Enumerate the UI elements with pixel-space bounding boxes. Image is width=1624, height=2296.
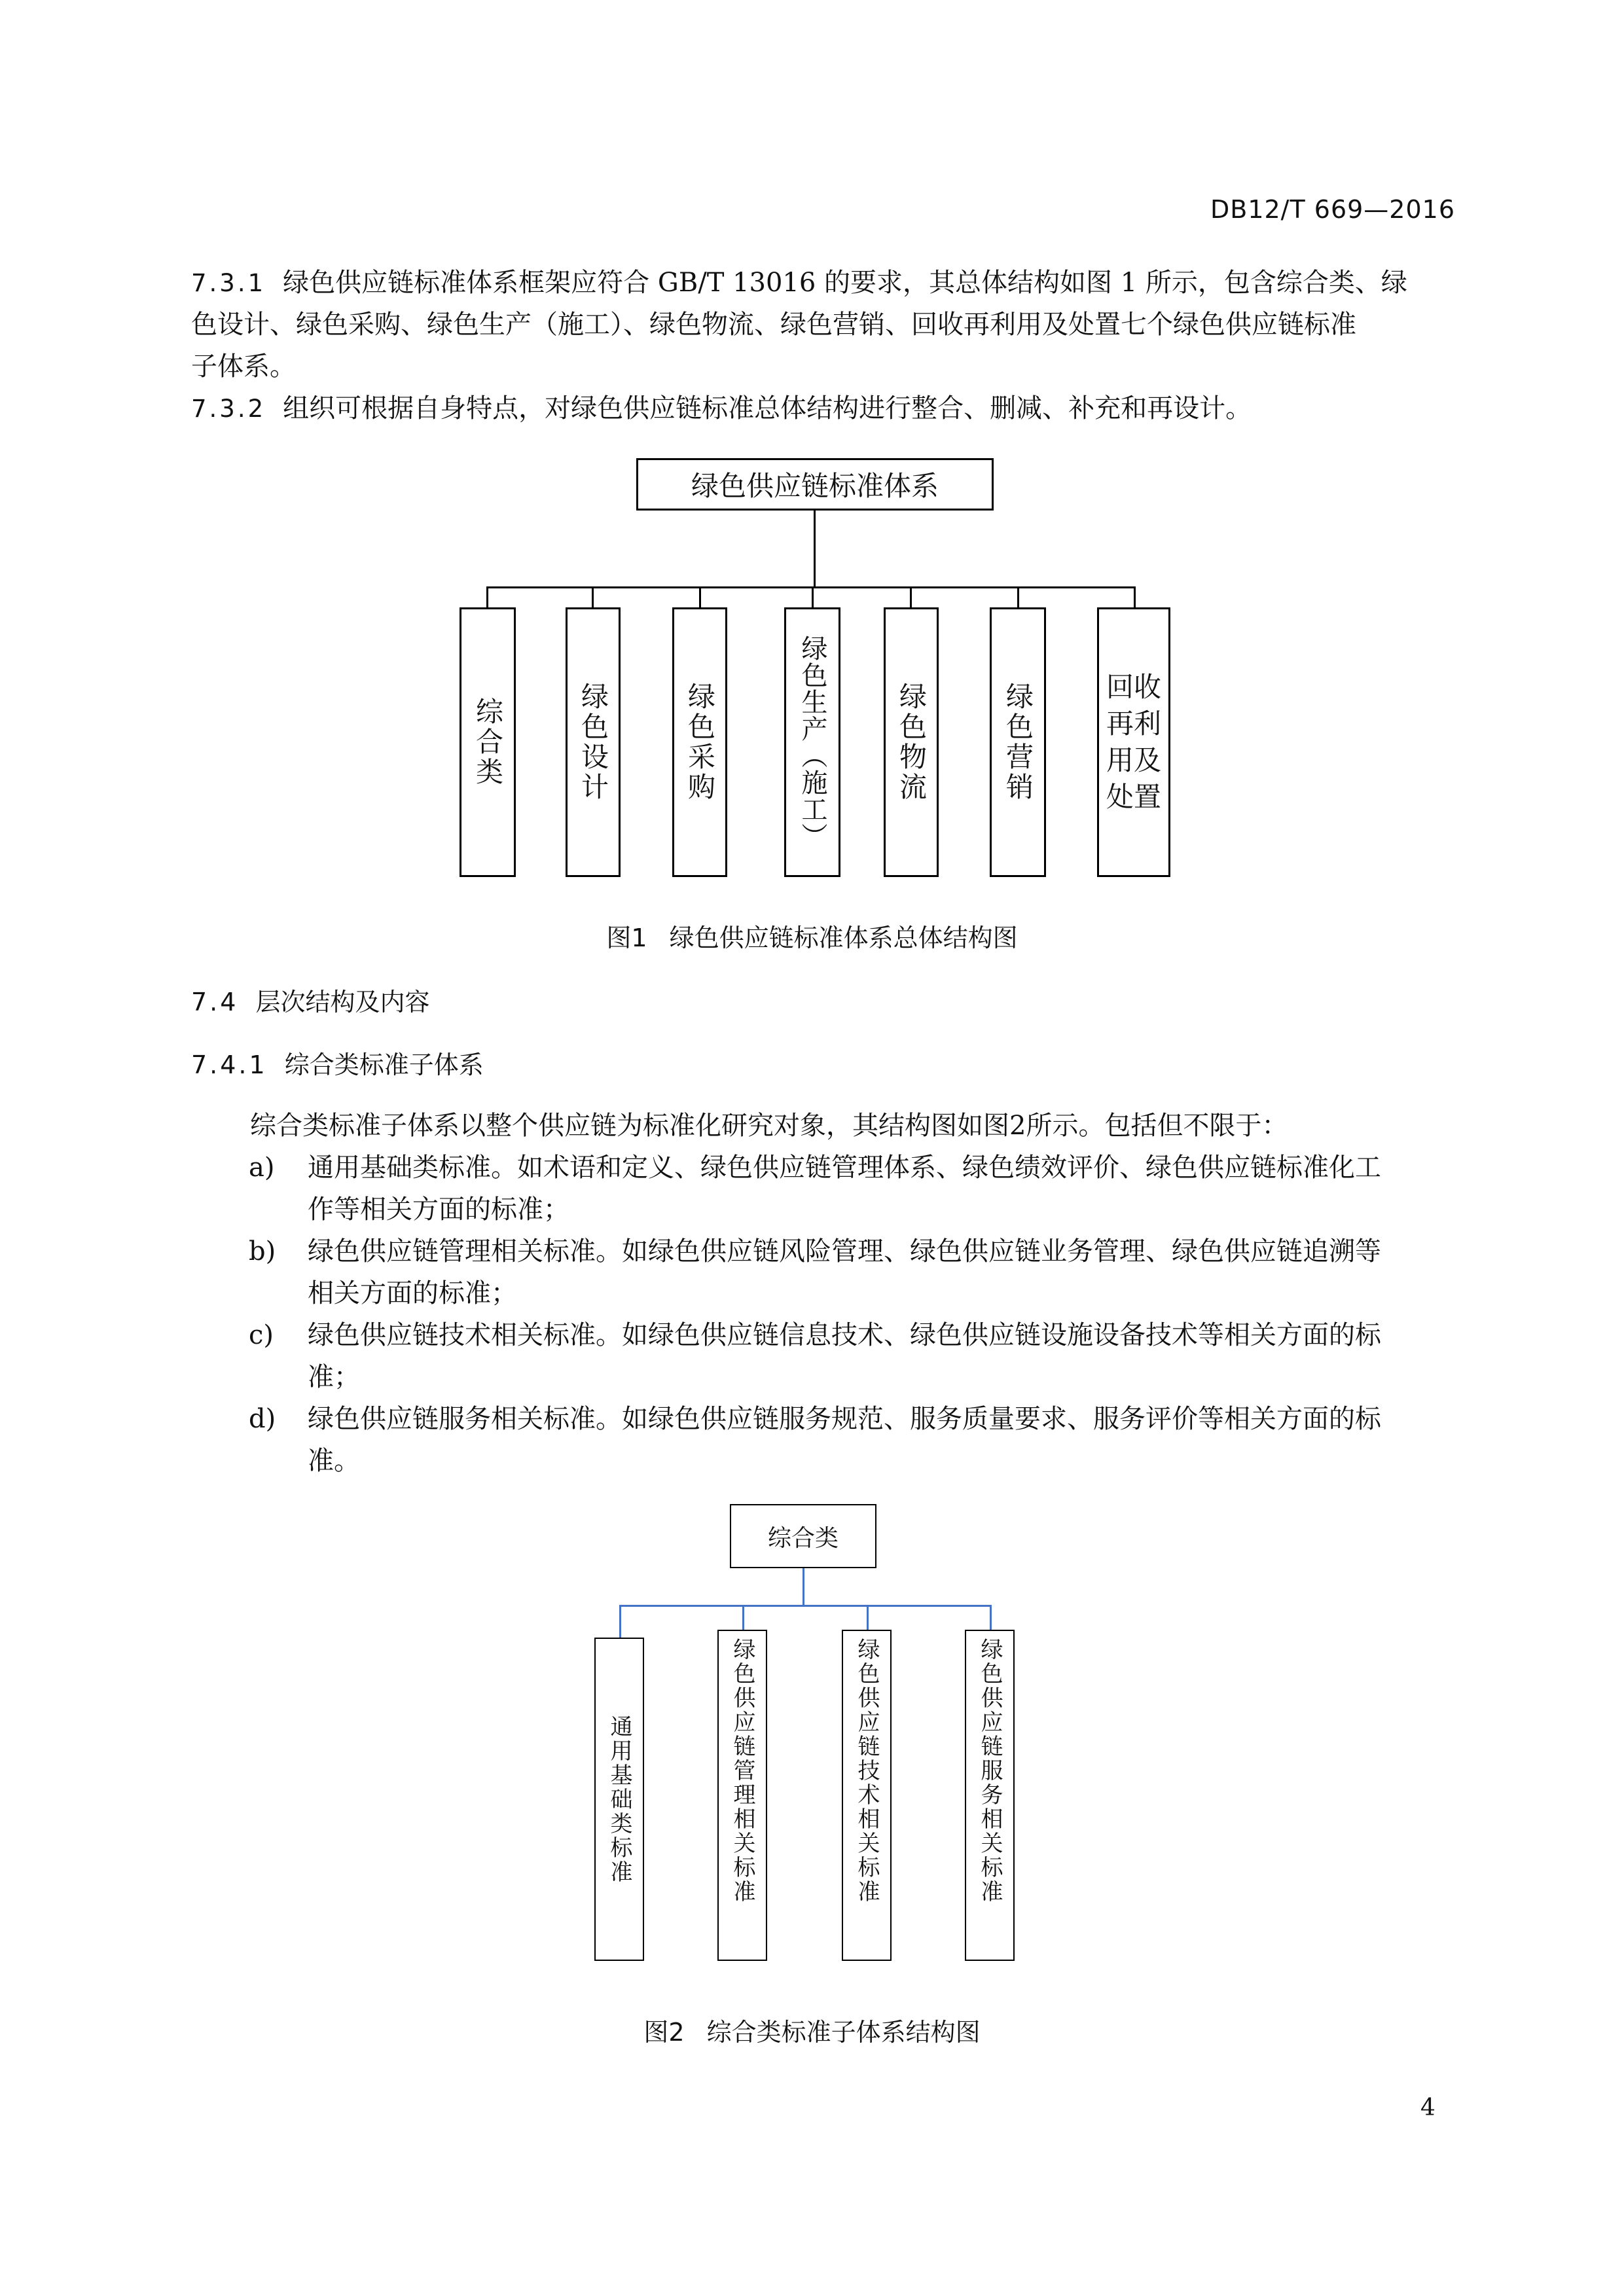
list-item [249,1398,1458,1482]
fig2-child-box [594,1638,644,1961]
clause-number: 7.3.2 [191,395,266,423]
section-number: 7.4.1 [191,1050,268,1079]
list-text-line-1: 绿色供应链服务相关标准。如绿色供应链服务规范、服务质量要求、服务评价等相关方面的标 [308,1404,1381,1434]
clause-text-line-1: 绿色供应链标准体系框架应符合 GB/T 13016 的要求，其总体结构如图 1 所示，包含综合类、绿 [283,268,1407,298]
fig1-child-box [1097,607,1170,877]
fig1-child-box [460,607,516,877]
fig1-branch-line [910,586,912,609]
list-text-line-1: 绿色供应链管理相关标准。如绿色供应链风险管理、绿色供应链业务管理、绿色供应链追溯等 [308,1236,1381,1266]
list-text-line-2: 准。 [308,1446,360,1476]
fig1-branch-line [486,586,488,609]
fig1-child-label: 回收再利用及处置 [1106,671,1161,813]
fig1-child-box [566,607,621,877]
fig1-root-box: 绿色供应链标准体系 [636,458,994,511]
clause-7-3-1 [191,262,1458,304]
fig2-branch-line [867,1605,869,1631]
list-text-line-1: 通用基础类标准。如术语和定义、绿色供应链管理体系、绿色绩效评价、绿色供应链标准化工 [308,1153,1381,1183]
fig2-child-box [717,1630,767,1961]
fig1-child-label: 绿色营销 [1002,682,1034,802]
fig2-root-box: 综合类 [730,1504,876,1568]
list-text-line-2: 作等相关方面的标准； [308,1194,569,1225]
list-text-line-2: 相关方面的标准； [308,1278,517,1308]
figure-number: 图1 [606,924,647,952]
fig1-branch-line [592,586,594,609]
fig1-branch-line [1017,586,1019,609]
fig1-branch-line [812,586,814,609]
fig1-branch-line [1134,586,1136,609]
list-marker: d) [249,1404,276,1434]
list-marker: c) [249,1320,274,1350]
fig2-branch-line [990,1605,992,1631]
fig2-branch-line [619,1605,621,1639]
figure-title: 综合类标准子体系结构图 [706,2018,981,2047]
section-7-4-1-intro: 综合类标准子体系以整个供应链为标准化研究对象，其结构图如图2所示。包括但不限于： [250,1111,1288,1141]
fig1-child-label: 综合类 [472,697,504,787]
fig1-trunk-line [814,511,816,588]
fig1-child-label: 绿色采购 [684,682,716,802]
fig2-child-label: 绿色供应链技术相关标准 [854,1638,880,1904]
fig1-child-label: 绿色物流 [895,682,928,802]
list-item [249,1230,1458,1314]
fig2-child-label: 绿色供应链管理相关标准 [729,1638,755,1904]
list-text-line-1: 绿色供应链技术相关标准。如绿色供应链信息技术、绿色供应链设施设备技术等相关方面的标 [308,1320,1381,1350]
clause-7-3-1-line-3: 子体系。 [191,351,296,382]
section-7-4-1-heading [191,1045,484,1081]
fig2-child-label: 绿色供应链服务相关标准 [977,1638,1003,1904]
list-item [249,1314,1458,1398]
fig1-child-box [990,607,1046,877]
page-number: 4 [1420,2094,1435,2121]
figure-number: 图2 [643,2018,685,2047]
fig1-child-label: 绿色生产（施工） [797,635,827,850]
document-code: DB12/T 669—2016 [1210,195,1455,224]
clause-7-3-1-line-2: 色设计、绿色采购、绿色生产（施工）、绿色物流、绿色营销、回收再利用及处置七个绿色供应链标准 [191,310,1356,340]
figure-1-caption [0,918,1624,954]
fig1-child-box [672,607,727,877]
list-marker: b) [249,1236,276,1266]
section-title: 层次结构及内容 [255,988,430,1016]
list-text-line-2: 准； [308,1362,360,1392]
fig1-branch-bar [486,586,1136,588]
clause-7-3-2 [191,387,1458,430]
fig1-child-box [884,607,939,877]
fig1-child-label: 绿色设计 [577,682,609,802]
fig2-child-box [965,1630,1015,1961]
list-item [249,1147,1458,1230]
section-number: 7.4 [191,988,239,1016]
fig2-trunk-line [803,1568,804,1606]
fig2-branch-line [742,1605,744,1631]
section-title: 综合类标准子体系 [284,1050,484,1079]
figure-title: 绿色供应链标准体系总体结构图 [669,924,1018,952]
clause-text: 组织可根据自身特点，对绿色供应链标准总体结构进行整合、删减、补充和再设计。 [283,393,1252,423]
fig2-branch-bar [619,1605,991,1607]
fig1-child-box [784,607,840,877]
figure-2-caption [0,2012,1624,2048]
list-marker: a) [249,1153,275,1183]
fig1-branch-line [699,586,701,609]
clause-number: 7.3.1 [191,269,266,297]
fig2-child-label: 通用基础类标准 [606,1714,632,1884]
fig2-child-box [842,1630,892,1961]
section-7-4-heading [191,982,429,1018]
